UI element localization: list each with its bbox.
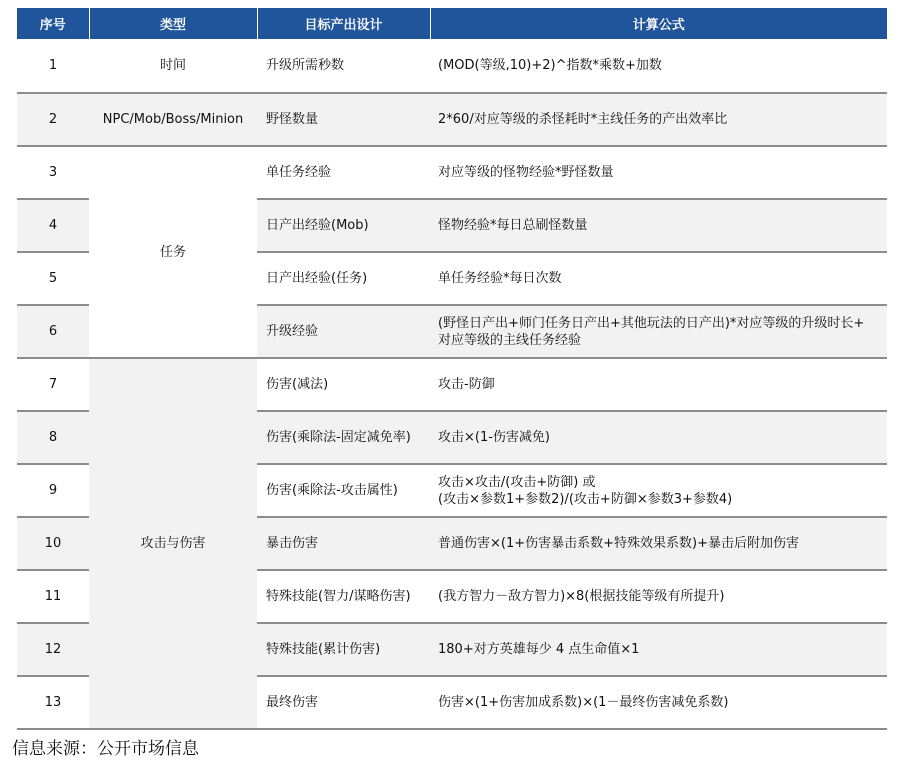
table-header-row bbox=[17, 8, 887, 39]
row-target: 特殊技能(累计伤害) bbox=[257, 623, 430, 676]
formula-line: 攻击×攻击/(攻击+防御) 或 bbox=[438, 474, 596, 490]
header-formula: 计算公式 bbox=[430, 8, 887, 39]
row-index: 13 bbox=[17, 676, 89, 729]
row-target: 日产出经验(Mob) bbox=[257, 199, 430, 252]
formula-line: 对应等级的主线任务经验 bbox=[438, 332, 582, 348]
row-formula bbox=[430, 358, 887, 411]
row-formula bbox=[430, 305, 887, 358]
row-formula bbox=[430, 199, 887, 252]
formula-line: 单任务经验*每日次数 bbox=[438, 271, 562, 286]
table-row bbox=[17, 358, 887, 411]
row-formula bbox=[430, 464, 887, 517]
row-target: 暴击伤害 bbox=[257, 517, 430, 570]
formula-line: 对应等级的怪物经验*野怪数量 bbox=[438, 165, 614, 180]
row-target: 伤害(乘除法-固定减免率) bbox=[257, 411, 430, 464]
row-index: 7 bbox=[17, 358, 89, 411]
formula-line: 攻击×(1-伤害减免) bbox=[438, 430, 550, 445]
table-row bbox=[17, 93, 887, 146]
row-index: 6 bbox=[17, 305, 89, 358]
formula-line: (野怪日产出+师门任务日产出+其他玩法的日产出)*对应等级的升级时长+ bbox=[438, 315, 865, 331]
table-row bbox=[17, 39, 887, 93]
row-target: 野怪数量 bbox=[257, 93, 430, 146]
formula-line: (攻击×参数1+参数2)/(攻击+防御×参数3+参数4) bbox=[438, 491, 733, 507]
row-formula bbox=[430, 39, 887, 93]
row-index: 3 bbox=[17, 146, 89, 199]
row-index: 5 bbox=[17, 252, 89, 305]
header-index: 序号 bbox=[17, 8, 89, 39]
row-index: 1 bbox=[17, 39, 89, 93]
row-index: 8 bbox=[17, 411, 89, 464]
row-index: 10 bbox=[17, 517, 89, 570]
type-group-quest: 任务 bbox=[89, 146, 257, 358]
formula-line: 怪物经验*每日总刷怪数量 bbox=[438, 218, 588, 233]
row-formula bbox=[430, 676, 887, 729]
formula-line: 普通伤害×(1+伤害暴击系数+特殊效果系数)+暴击后附加伤害 bbox=[438, 536, 799, 551]
row-index: 9 bbox=[17, 464, 89, 517]
formula-line: 伤害×(1+伤害加成系数)×(1－最终伤害减免系数) bbox=[438, 695, 729, 710]
header-type: 类型 bbox=[89, 8, 257, 39]
row-formula bbox=[430, 411, 887, 464]
row-target: 单任务经验 bbox=[257, 146, 430, 199]
row-index: 12 bbox=[17, 623, 89, 676]
row-index: 11 bbox=[17, 570, 89, 623]
type-group-npc: NPC/Mob/Boss/Minion bbox=[89, 93, 257, 146]
source-note: 信息来源：公开市场信息 bbox=[12, 739, 199, 759]
row-formula bbox=[430, 570, 887, 623]
formula-line: (我方智力－敌方智力)×8(根据技能等级有所提升) bbox=[438, 589, 725, 604]
row-index: 4 bbox=[17, 199, 89, 252]
row-target: 特殊技能(智力/谋略伤害) bbox=[257, 570, 430, 623]
formula-line: (MOD(等级,10)+2)^指数*乘数+加数 bbox=[438, 58, 662, 73]
table-row bbox=[17, 146, 887, 199]
row-formula bbox=[430, 623, 887, 676]
formula-table-container bbox=[17, 8, 887, 730]
row-formula bbox=[430, 146, 887, 199]
row-formula bbox=[430, 93, 887, 146]
row-target: 伤害(乘除法-攻击属性) bbox=[257, 464, 430, 517]
formula-line: 180+对方英雄每少 4 点生命值×1 bbox=[438, 642, 640, 657]
row-target: 升级所需秒数 bbox=[257, 39, 430, 93]
formula-line: 攻击-防御 bbox=[438, 377, 495, 392]
type-group-combat: 攻击与伤害 bbox=[89, 358, 257, 729]
formula-table bbox=[17, 8, 887, 730]
row-index: 2 bbox=[17, 93, 89, 146]
row-target: 最终伤害 bbox=[257, 676, 430, 729]
row-formula bbox=[430, 252, 887, 305]
type-group-time: 时间 bbox=[89, 39, 257, 93]
formula-line: 2*60/对应等级的杀怪耗时*主线任务的产出效率比 bbox=[438, 112, 728, 127]
row-target: 升级经验 bbox=[257, 305, 430, 358]
header-target: 目标产出设计 bbox=[257, 8, 430, 39]
row-target: 日产出经验(任务) bbox=[257, 252, 430, 305]
row-formula bbox=[430, 517, 887, 570]
row-target: 伤害(减法) bbox=[257, 358, 430, 411]
